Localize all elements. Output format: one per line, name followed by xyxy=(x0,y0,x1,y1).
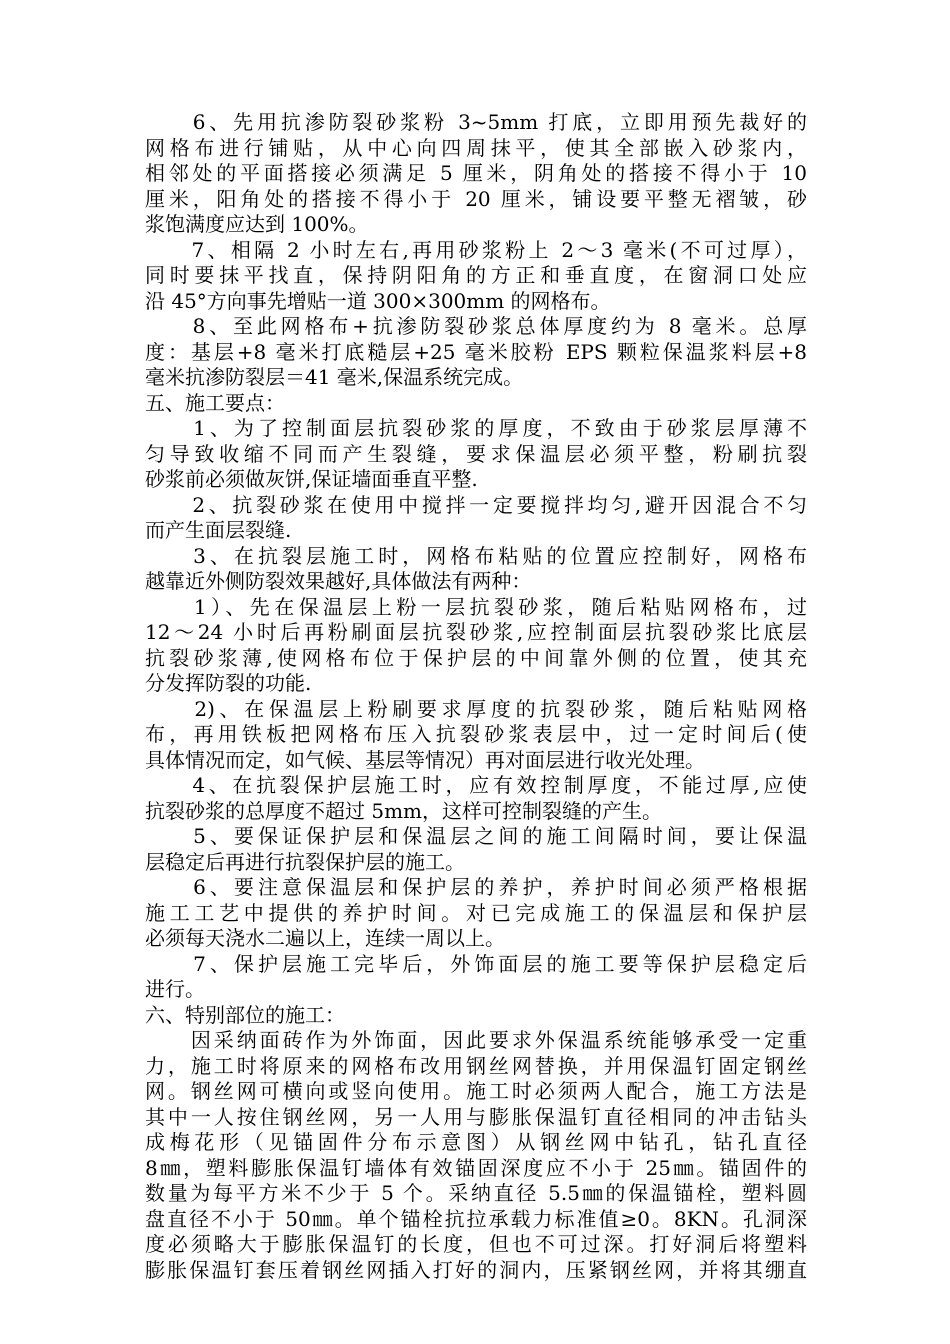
text-line: 7、相隔 2 小时左右,再用砂浆粉上 2～3 毫米(不可过厚）， xyxy=(145,237,807,262)
text-line: 成梅花形（见锚固件分布示意图）从钢丝网中钻孔，钻孔直径 xyxy=(145,1130,807,1154)
section-heading: 六、特别部位的施工： xyxy=(145,1002,345,1027)
text-line: 盘直径不小于 50㎜。单个锚栓抗拉承载力标准值≥0。8KN。孔洞深 xyxy=(145,1206,807,1231)
text-line: 毫米抗渗防裂层＝41 毫米,保温系统完成。 xyxy=(145,365,524,389)
section-heading: 五、施工要点： xyxy=(145,390,285,415)
text-line: 砂浆前必须做灰饼,保证墙面垂直平整. xyxy=(145,467,478,491)
text-line: 数量为每平方米不少于 5 个。采纳直径 5.5㎜的保温锚栓，塑料圆 xyxy=(145,1181,807,1205)
text-line: 匀导致收缩不同而产生裂缝，要求保温层必须平整，粉刷抗裂 xyxy=(145,441,807,466)
text-line: 度必须略大于膨胀保温钉的长度，但也不可过深。打好洞后将塑料 xyxy=(145,1232,807,1256)
text-line: 8、至此网格布+抗渗防裂砂浆总体厚度约为 8 毫米。总厚 xyxy=(145,314,807,338)
text-line: 施工工艺中提供的养护时间。对已完成施工的保温层和保护层 xyxy=(145,900,807,925)
text-line: 度：基层+8 毫米打底糙层+25 毫米胶粉 EPS 颗粒保温浆料层+8 xyxy=(145,339,807,364)
text-line: 抗裂砂浆薄,使网格布位于保护层的中间靠外侧的位置，使其充 xyxy=(145,645,807,670)
text-line: 而产生面层裂缝. xyxy=(145,518,292,542)
text-line: 其中一人按住钢丝网，另一人用与膨胀保温钉直径相同的冲击钻头 xyxy=(145,1104,807,1129)
document-page xyxy=(145,110,807,1283)
text-line: 6、先用抗渗防裂砂浆粉 3~5mm 打底，立即用预先裁好的 xyxy=(145,110,807,134)
text-line: 2)、在保温层上粉刷要求厚度的抗裂砂浆，随后粘贴网格 xyxy=(145,696,807,721)
text-line: 5、要保证保护层和保温层之间的施工间隔时间，要让保温 xyxy=(145,824,807,848)
text-line: 8㎜，塑料膨胀保温钉墙体有效锚固深度应不小于 25㎜。锚固件的 xyxy=(145,1155,807,1180)
text-line: 3、在抗裂层施工时，网格布粘贴的位置应控制好，网格布 xyxy=(145,543,807,568)
text-line: 层稳定后再进行抗裂保护层的施工。 xyxy=(145,849,465,874)
text-line: 6、要注意保温层和保护层的养护，养护时间必须严格根据 xyxy=(145,875,807,899)
text-line: 沿 45°方向事先增贴一道 300×300mm 的网格布。 xyxy=(145,288,611,313)
text-line: 1）、先在保温层上粉一层抗裂砂浆，随后粘贴网格布，过 xyxy=(145,594,807,619)
text-line: 膨胀保温钉套压着钢丝网插入打好的洞内，压紧钢丝网，并将其绷直 xyxy=(145,1257,807,1282)
text-line: 1、为了控制面层抗裂砂浆的厚度，不致由于砂浆层厚薄不 xyxy=(145,416,807,440)
text-line: 布，再用铁板把网格布压入抗裂砂浆表层中，过一定时间后(使 xyxy=(145,722,807,746)
text-line: 2、抗裂砂浆在使用中搅拌一定要搅拌均匀,避开因混合不匀 xyxy=(145,492,807,517)
text-line: 必须每天浇水二遍以上，连续一周以上。 xyxy=(145,926,505,950)
text-line: 12～24 小时后再粉刷面层抗裂砂浆,应控制面层抗裂砂浆比底层 xyxy=(145,620,807,644)
text-line: 因采纳面砖作为外饰面，因此要求外保温系统能够承受一定重 xyxy=(145,1028,807,1052)
text-line: 具体情况而定，如气候、基层等情况）再对面层进行收光处理。 xyxy=(145,747,705,772)
text-line: 4、在抗裂保护层施工时，应有效控制厚度，不能过厚,应使 xyxy=(145,773,807,797)
text-line: 相邻处的平面搭接必须满足 5 厘米，阴角处的搭接不得小于 10 xyxy=(145,161,807,185)
text-line: 7、保护层施工完毕后，外饰面层的施工要等保护层稳定后 xyxy=(145,951,807,976)
text-line: 厘米，阳角处的搭接不得小于 20 厘米，铺设要平整无褶皱，砂 xyxy=(145,186,807,211)
text-line: 抗裂砂浆的总厚度不超过 5mm，这样可控制裂缝的产生。 xyxy=(145,798,663,823)
text-line: 分发挥防裂的功能. xyxy=(145,671,312,695)
text-line: 网。钢丝网可横向或竖向使用。施工时必须两人配合，施工方法是 xyxy=(145,1079,807,1103)
text-line: 越靠近外侧防裂效果越好,具体做法有两种： xyxy=(145,569,532,593)
text-line: 进行。 xyxy=(145,977,205,1001)
text-line: 浆饱满度应达到 100%。 xyxy=(145,212,369,236)
text-line: 同时要抹平找直，保持阴阳角的方正和垂直度，在窗洞口处应 xyxy=(145,263,807,287)
text-line: 力，施工时将原来的网格布改用钢丝网替换，并用保温钉固定钢丝 xyxy=(145,1053,807,1078)
text-line: 网格布进行铺贴，从中心向四周抹平，使其全部嵌入砂浆内， xyxy=(145,135,807,160)
